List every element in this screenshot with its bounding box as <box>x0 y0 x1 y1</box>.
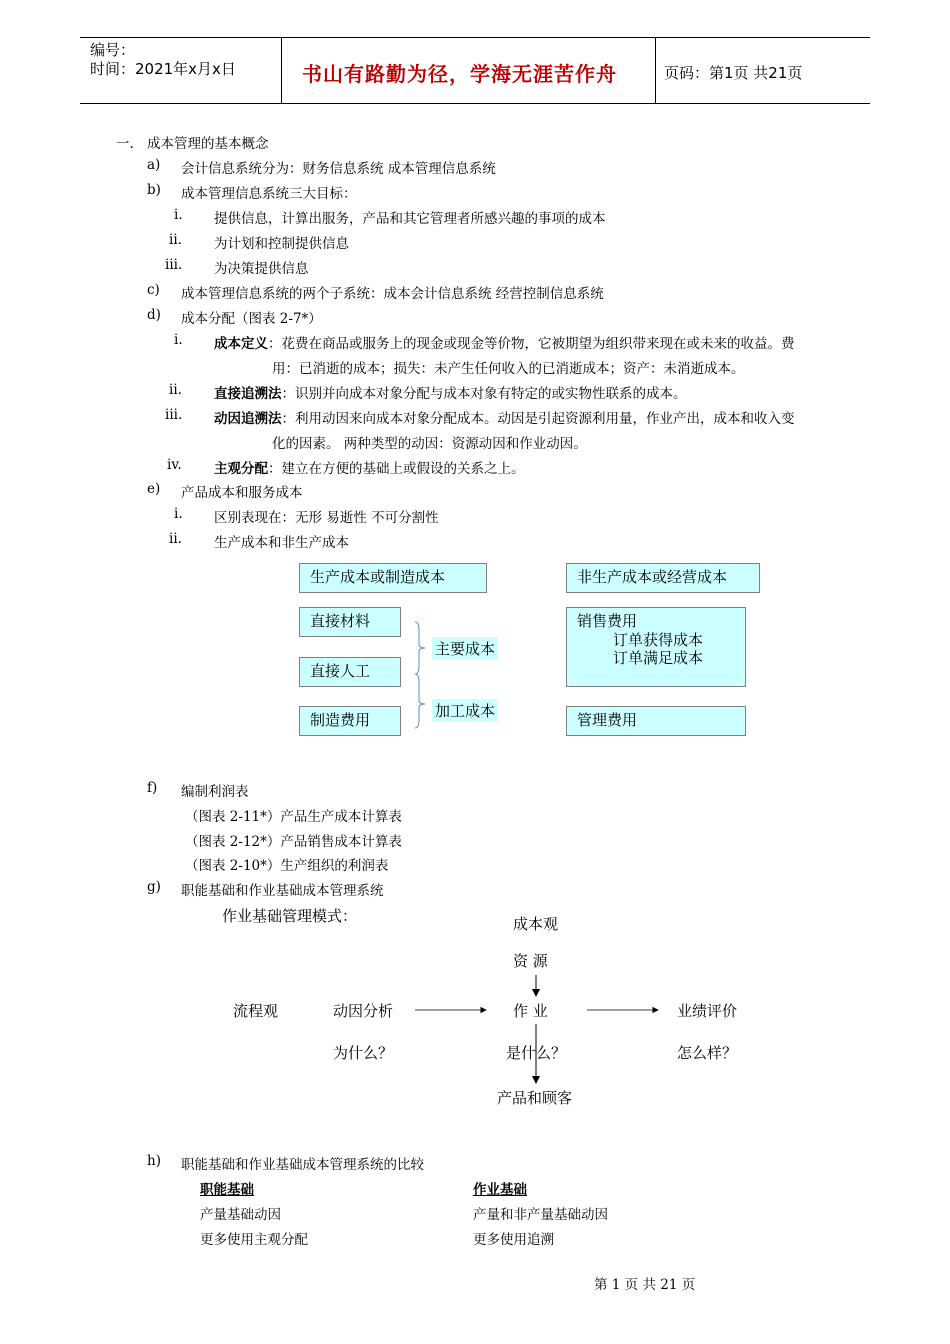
item-d-sub4-marker: iv. <box>167 457 182 473</box>
item-b-sub2-text: 为计划和控制提供信息 <box>214 236 349 252</box>
abm-products: 产品和顾客 <box>497 1089 573 1107</box>
item-f-text: 编制利润表 <box>181 784 249 800</box>
abm-how: 怎么样？ <box>677 1044 738 1062</box>
item-b-sub3-marker: iii. <box>165 257 183 273</box>
conversion-cost-tag: 加工成本 <box>432 699 498 722</box>
item-b-sub3-text: 为决策提供信息 <box>214 261 309 277</box>
abm-performance: 业绩评价 <box>677 1002 738 1020</box>
item-b-text: 成本管理信息系统三大目标： <box>181 186 357 202</box>
item-d-sub1-line2: 用：已消逝的成本；损失：未产生任何收入的已消逝成本；资产：未消逝成本。 <box>272 361 745 377</box>
item-h-marker: h) <box>147 1153 161 1169</box>
direct-materials-box: 直接材料 <box>299 607 401 637</box>
item-e-marker: e) <box>147 481 161 497</box>
comparison-row2-right: 更多使用追溯 <box>473 1232 554 1248</box>
prime-cost-tag: 主要成本 <box>432 637 498 660</box>
order-getting-cost: 订单获得成本 <box>613 631 704 649</box>
header-page-label: 页码：第1页 共21页 <box>664 64 803 82</box>
footer-page-number: 第 1 页 共 21 页 <box>594 1277 696 1293</box>
item-d-sub4-body: ：建立在方便的基础上或假设的关系之上。 <box>268 461 525 477</box>
item-d-sub3-line2: 化的因素。 两种类型的动因：资源动因和作业动因。 <box>272 436 587 452</box>
item-d-sub2-term: 直接追溯法 <box>214 386 282 402</box>
abm-title: 作业基础管理模式： <box>222 907 358 925</box>
header-motto: 书山有路勤为径，学海无涯苦作舟 <box>302 62 617 86</box>
item-d-sub1-term: 成本定义 <box>214 336 268 352</box>
abm-why: 为什么？ <box>333 1044 394 1062</box>
item-f-line1: （图表 2-11*）产品生产成本计算表 <box>185 809 402 825</box>
item-b-marker: b) <box>147 182 161 198</box>
item-g-text: 职能基础和作业基础成本管理系统 <box>181 883 384 899</box>
item-d-sub2-body: ：识别并向成本对象分配与成本对象有特定的或实物性联系的成本。 <box>281 386 687 402</box>
item-h-text: 职能基础和作业基础成本管理系统的比较 <box>181 1157 424 1173</box>
item-a-text: 会计信息系统分为：财务信息系统 成本管理信息系统 <box>181 161 496 177</box>
comparison-left-header: 职能基础 <box>200 1182 254 1198</box>
nonproduction-cost-header-box: 非生产成本或经营成本 <box>566 563 760 593</box>
abm-what: 是什么？ <box>506 1044 567 1062</box>
order-filling-cost: 订单满足成本 <box>613 649 704 667</box>
item-e-sub1-text: 区别表现在：无形 易逝性 不可分割性 <box>214 510 439 526</box>
header-date-label: 时间：2021年x月x日 <box>90 60 236 78</box>
item-e-text: 产品成本和服务成本 <box>181 485 303 501</box>
item-d-sub1-body: ：花费在商品或服务上的现金或现金等价物，它被期望为组织带来现在或未来的收益。费 <box>268 336 795 352</box>
item-c-text: 成本管理信息系统的两个子系统：成本会计信息系统 经营控制信息系统 <box>181 286 604 302</box>
item-d-sub2-marker: ii. <box>169 382 182 398</box>
overhead-box: 制造费用 <box>299 706 401 736</box>
item-d-sub3-term: 动因追溯法 <box>214 411 282 427</box>
abm-activity: 作 业 <box>513 1002 548 1020</box>
item-e-sub2-text: 生产成本和非生产成本 <box>214 535 349 551</box>
item-d-text: 成本分配（图表 2-7*） <box>181 311 322 327</box>
abm-cost-view: 成本观 <box>513 915 559 933</box>
section-number: 一. <box>116 136 134 152</box>
production-cost-header-box: 生产成本或制造成本 <box>299 563 487 593</box>
item-f-line3: （图表 2-10*）生产组织的利润表 <box>185 858 389 874</box>
item-d-sub1-marker: i. <box>174 332 183 348</box>
comparison-row1-left: 产量基础动因 <box>200 1207 281 1223</box>
item-g-marker: g) <box>147 879 161 895</box>
section-title: 成本管理的基本概念 <box>147 136 269 152</box>
item-b-sub1-text: 提供信息，计算出服务，产品和其它管理者所感兴趣的事项的成本 <box>214 211 606 227</box>
item-c-marker: c) <box>147 282 160 298</box>
direct-labor-box: 直接人工 <box>299 657 401 687</box>
header-number-label: 编号： <box>90 41 136 59</box>
item-e-sub2-marker: ii. <box>169 531 182 547</box>
item-a-marker: a) <box>147 157 161 173</box>
item-d-sub3-marker: iii. <box>165 407 183 423</box>
item-d-marker: d) <box>147 307 161 323</box>
abm-resources: 资 源 <box>513 952 548 970</box>
comparison-row2-left: 更多使用主观分配 <box>200 1232 308 1248</box>
admin-expense-box: 管理费用 <box>566 706 746 736</box>
item-f-marker: f) <box>147 780 158 796</box>
item-b-sub1-marker: i. <box>174 207 183 223</box>
comparison-right-header: 作业基础 <box>473 1182 527 1198</box>
comparison-row1-right: 产量和非产量基础动因 <box>473 1207 608 1223</box>
item-d-sub4-term: 主观分配 <box>214 461 268 477</box>
item-f-line2: （图表 2-12*）产品销售成本计算表 <box>185 834 402 850</box>
item-d-sub3-body: ：利用动因来向成本对象分配成本。动因是引起资源利用量，作业产出，成本和收入变 <box>281 411 795 427</box>
abm-process-view: 流程观 <box>233 1002 279 1020</box>
item-e-sub1-marker: i. <box>174 506 183 522</box>
abm-driver-analysis: 动因分析 <box>333 1002 394 1020</box>
selling-expense-label: 销售费用 <box>577 612 638 630</box>
item-b-sub2-marker: ii. <box>169 232 182 248</box>
